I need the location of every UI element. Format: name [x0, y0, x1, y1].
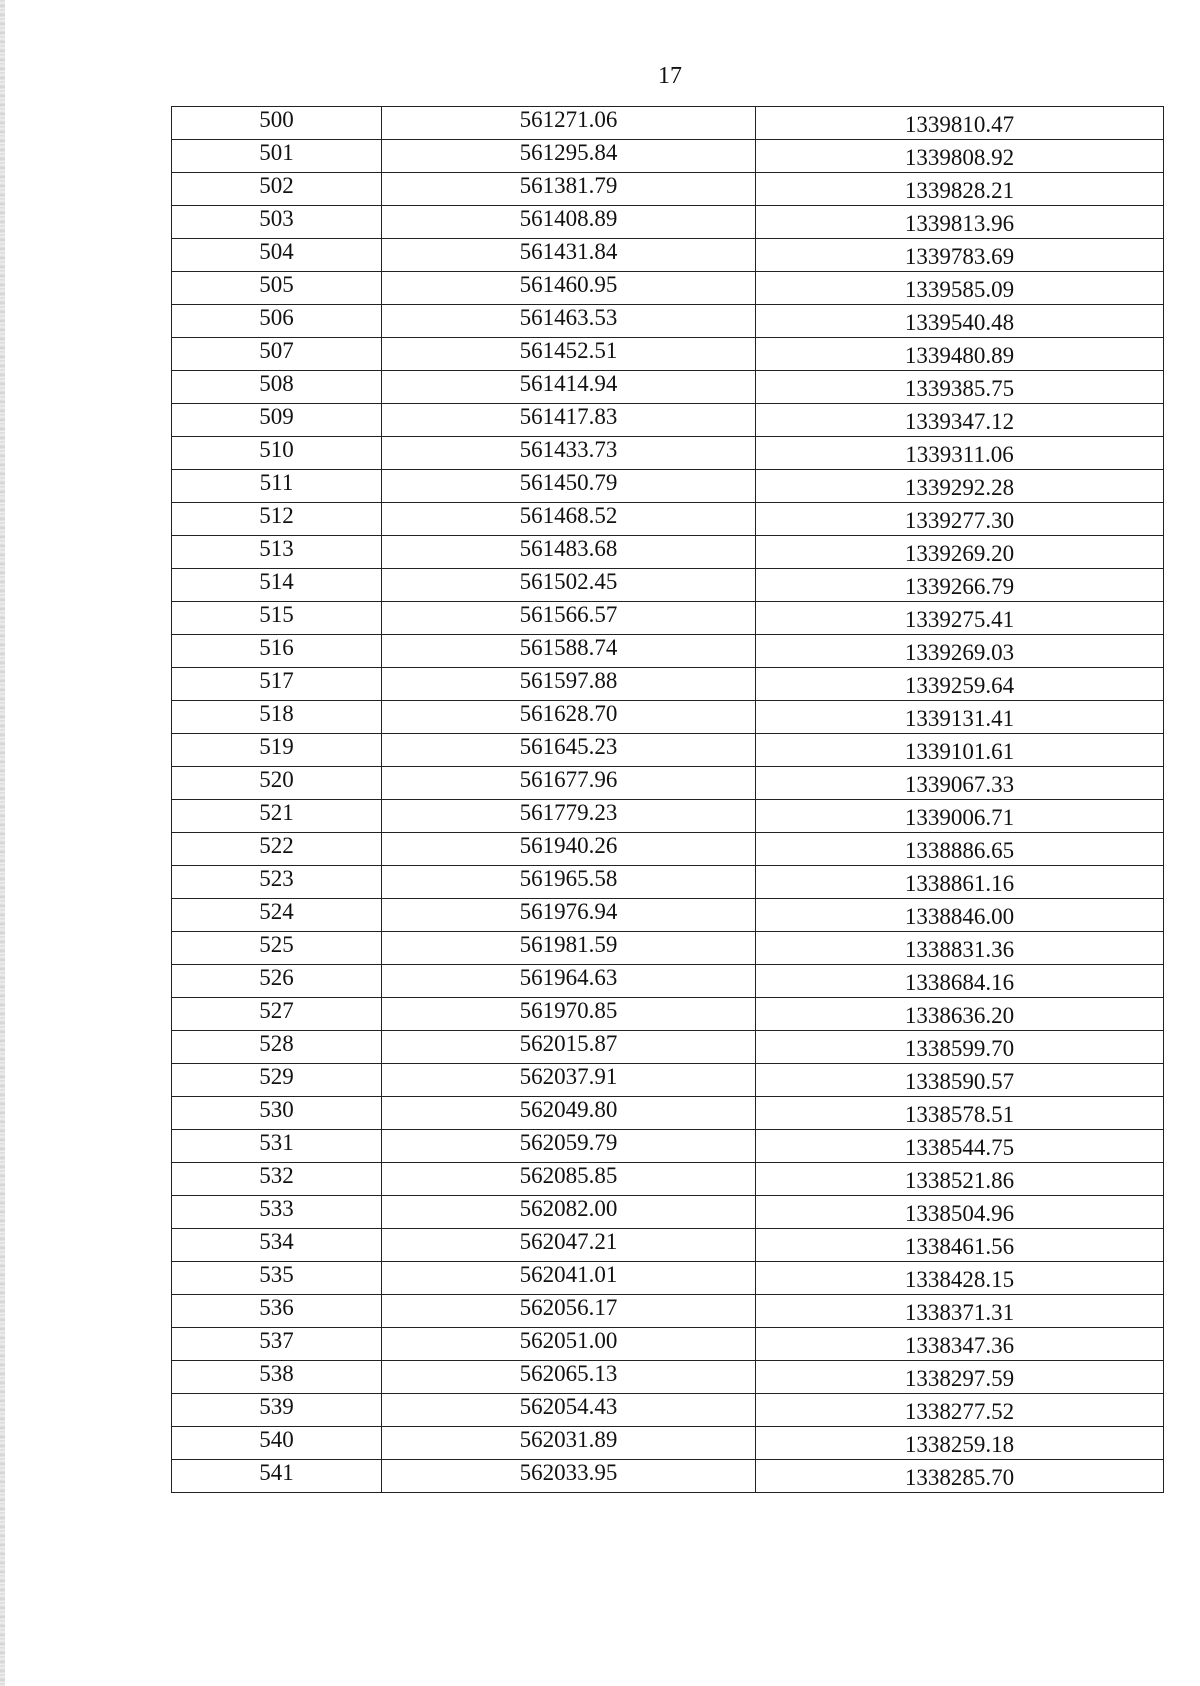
point-number-cell: 517	[172, 668, 382, 701]
y-coordinate-cell	[756, 701, 1164, 734]
table-row	[172, 1328, 1164, 1361]
table-row	[172, 668, 1164, 701]
x-coordinate-cell	[382, 503, 756, 536]
page-number: 17	[658, 63, 682, 89]
table-row	[172, 305, 1164, 338]
y-coordinate-cell	[756, 668, 1164, 701]
y-coordinate-value: 1339277.30	[904, 508, 1015, 533]
x-coordinate-value: 561468.52	[519, 503, 618, 528]
x-coordinate-value: 561976.94	[519, 899, 618, 924]
x-coordinate-cell	[382, 371, 756, 404]
x-coordinate-value: 562047.21	[519, 1229, 618, 1254]
y-coordinate-cell	[756, 569, 1164, 602]
y-coordinate-value: 1339813.96	[904, 211, 1015, 236]
point-number-cell: 539	[172, 1394, 382, 1427]
point-number-cell: 522	[172, 833, 382, 866]
x-coordinate-value: 562056.17	[519, 1295, 618, 1320]
point-number-cell: 533	[172, 1196, 382, 1229]
y-coordinate-cell	[756, 470, 1164, 503]
x-coordinate-value: 561677.96	[519, 767, 618, 792]
x-coordinate-value: 562015.87	[519, 1031, 618, 1056]
x-coordinate-cell	[382, 1097, 756, 1130]
y-coordinate-value: 1339828.21	[904, 178, 1015, 203]
y-coordinate-value: 1338861.16	[904, 871, 1015, 896]
point-number-cell: 505	[172, 272, 382, 305]
table-row	[172, 503, 1164, 536]
y-coordinate-value: 1338461.56	[904, 1234, 1015, 1259]
scan-edge	[0, 0, 5, 1686]
x-coordinate-value: 561970.85	[519, 998, 618, 1023]
x-coordinate-cell	[382, 833, 756, 866]
y-coordinate-value: 1339480.89	[904, 343, 1015, 368]
table-row	[172, 1031, 1164, 1064]
x-coordinate-value: 561460.95	[519, 272, 618, 297]
y-coordinate-cell	[756, 1097, 1164, 1130]
y-coordinate-value: 1339101.61	[904, 739, 1015, 764]
x-coordinate-value: 561452.51	[519, 338, 618, 363]
x-coordinate-cell	[382, 734, 756, 767]
table-row	[172, 206, 1164, 239]
x-coordinate-value: 561981.59	[519, 932, 618, 957]
x-coordinate-value: 561463.53	[519, 305, 618, 330]
x-coordinate-cell	[382, 1196, 756, 1229]
x-coordinate-value: 561645.23	[519, 734, 618, 759]
point-number-cell: 506	[172, 305, 382, 338]
x-coordinate-cell	[382, 305, 756, 338]
table-row	[172, 932, 1164, 965]
x-coordinate-value: 562054.43	[519, 1394, 618, 1419]
x-coordinate-value: 561483.68	[519, 536, 618, 561]
y-coordinate-value: 1339269.03	[904, 640, 1015, 665]
x-coordinate-cell	[382, 767, 756, 800]
y-coordinate-value: 1339292.28	[904, 475, 1015, 500]
x-coordinate-cell	[382, 899, 756, 932]
point-number-cell: 515	[172, 602, 382, 635]
x-coordinate-cell	[382, 1394, 756, 1427]
x-coordinate-value: 561597.88	[519, 668, 618, 693]
x-coordinate-cell	[382, 701, 756, 734]
x-coordinate-value: 561965.58	[519, 866, 618, 891]
y-coordinate-cell	[756, 1295, 1164, 1328]
y-coordinate-cell	[756, 800, 1164, 833]
table-row	[172, 536, 1164, 569]
y-coordinate-cell	[756, 536, 1164, 569]
x-coordinate-cell	[382, 569, 756, 602]
y-coordinate-value: 1338886.65	[904, 838, 1015, 863]
y-coordinate-cell	[756, 1394, 1164, 1427]
table-row	[172, 470, 1164, 503]
y-coordinate-cell	[756, 734, 1164, 767]
table-row	[172, 701, 1164, 734]
x-coordinate-value: 561295.84	[519, 140, 618, 165]
x-coordinate-cell	[382, 1262, 756, 1295]
y-coordinate-cell	[756, 1229, 1164, 1262]
table-row	[172, 1064, 1164, 1097]
x-coordinate-cell	[382, 1361, 756, 1394]
y-coordinate-cell	[756, 1163, 1164, 1196]
table-row	[172, 1295, 1164, 1328]
x-coordinate-cell	[382, 602, 756, 635]
y-coordinate-value: 1338846.00	[904, 904, 1015, 929]
y-coordinate-cell	[756, 1130, 1164, 1163]
point-number-cell: 535	[172, 1262, 382, 1295]
y-coordinate-cell	[756, 206, 1164, 239]
y-coordinate-value: 1338347.36	[904, 1333, 1015, 1358]
x-coordinate-cell	[382, 404, 756, 437]
point-number-cell: 520	[172, 767, 382, 800]
table-row	[172, 272, 1164, 305]
table-row	[172, 1196, 1164, 1229]
y-coordinate-cell	[756, 173, 1164, 206]
x-coordinate-cell	[382, 1460, 756, 1493]
x-coordinate-cell	[382, 668, 756, 701]
y-coordinate-value: 1338544.75	[904, 1135, 1015, 1160]
x-coordinate-cell	[382, 173, 756, 206]
x-coordinate-value: 561450.79	[519, 470, 618, 495]
x-coordinate-cell	[382, 140, 756, 173]
table-row	[172, 1130, 1164, 1163]
y-coordinate-cell	[756, 1460, 1164, 1493]
x-coordinate-value: 561408.89	[519, 206, 618, 231]
point-number-cell: 538	[172, 1361, 382, 1394]
y-coordinate-value: 1338590.57	[904, 1069, 1015, 1094]
point-number-cell: 536	[172, 1295, 382, 1328]
y-coordinate-cell	[756, 965, 1164, 998]
coordinates-table-body	[172, 107, 1164, 1493]
x-coordinate-value: 562037.91	[519, 1064, 618, 1089]
y-coordinate-value: 1338578.51	[904, 1102, 1015, 1127]
x-coordinate-value: 562041.01	[519, 1262, 618, 1287]
y-coordinate-cell	[756, 338, 1164, 371]
point-number-cell: 509	[172, 404, 382, 437]
x-coordinate-value: 562065.13	[519, 1361, 618, 1386]
x-coordinate-cell	[382, 866, 756, 899]
y-coordinate-value: 1339266.79	[904, 574, 1015, 599]
y-coordinate-value: 1338504.96	[904, 1201, 1015, 1226]
table-row	[172, 1361, 1164, 1394]
x-coordinate-value: 562082.00	[519, 1196, 618, 1221]
y-coordinate-value: 1338636.20	[904, 1003, 1015, 1028]
y-coordinate-value: 1339269.20	[904, 541, 1015, 566]
point-number-cell: 514	[172, 569, 382, 602]
x-coordinate-value: 561271.06	[519, 107, 618, 132]
y-coordinate-cell	[756, 899, 1164, 932]
x-coordinate-cell	[382, 1229, 756, 1262]
x-coordinate-cell	[382, 1328, 756, 1361]
y-coordinate-cell	[756, 371, 1164, 404]
y-coordinate-cell	[756, 1427, 1164, 1460]
table-row	[172, 1229, 1164, 1262]
point-number-cell: 500	[172, 107, 382, 140]
x-coordinate-value: 561417.83	[519, 404, 618, 429]
point-number-cell: 511	[172, 470, 382, 503]
y-coordinate-cell	[756, 866, 1164, 899]
x-coordinate-value: 562033.95	[519, 1460, 618, 1485]
x-coordinate-cell	[382, 206, 756, 239]
y-coordinate-cell	[756, 1196, 1164, 1229]
point-number-cell: 523	[172, 866, 382, 899]
y-coordinate-value: 1338684.16	[904, 970, 1015, 995]
point-number-cell: 519	[172, 734, 382, 767]
y-coordinate-cell	[756, 140, 1164, 173]
table-row	[172, 734, 1164, 767]
point-number-cell: 527	[172, 998, 382, 1031]
y-coordinate-value: 1338599.70	[904, 1036, 1015, 1061]
x-coordinate-cell	[382, 272, 756, 305]
x-coordinate-value: 562085.85	[519, 1163, 618, 1188]
y-coordinate-cell	[756, 239, 1164, 272]
y-coordinate-value: 1339311.06	[905, 442, 1014, 467]
point-number-cell: 532	[172, 1163, 382, 1196]
x-coordinate-value: 561433.73	[519, 437, 618, 462]
y-coordinate-cell	[756, 1064, 1164, 1097]
point-number-cell: 501	[172, 140, 382, 173]
table-row	[172, 1427, 1164, 1460]
y-coordinate-value: 1338259.18	[904, 1432, 1015, 1457]
point-number-cell: 502	[172, 173, 382, 206]
y-coordinate-value: 1338521.86	[904, 1168, 1015, 1193]
point-number-cell: 534	[172, 1229, 382, 1262]
y-coordinate-value: 1339385.75	[904, 376, 1015, 401]
x-coordinate-cell	[382, 1295, 756, 1328]
table-row	[172, 899, 1164, 932]
point-number-cell: 503	[172, 206, 382, 239]
y-coordinate-value: 1339810.47	[904, 112, 1015, 137]
y-coordinate-cell	[756, 1361, 1164, 1394]
point-number-cell: 512	[172, 503, 382, 536]
table-row	[172, 1097, 1164, 1130]
table-row	[172, 800, 1164, 833]
y-coordinate-value: 1339585.09	[904, 277, 1015, 302]
y-coordinate-value: 1338277.52	[904, 1399, 1015, 1424]
x-coordinate-cell	[382, 239, 756, 272]
x-coordinate-cell	[382, 635, 756, 668]
y-coordinate-value: 1338428.15	[904, 1267, 1015, 1292]
x-coordinate-cell	[382, 536, 756, 569]
table-row	[172, 1163, 1164, 1196]
point-number-cell: 540	[172, 1427, 382, 1460]
x-coordinate-cell	[382, 965, 756, 998]
y-coordinate-value: 1338831.36	[904, 937, 1015, 962]
x-coordinate-cell	[382, 1427, 756, 1460]
x-coordinate-value: 561566.57	[519, 602, 618, 627]
point-number-cell: 531	[172, 1130, 382, 1163]
table-row	[172, 635, 1164, 668]
y-coordinate-value: 1339259.64	[904, 673, 1015, 698]
table-row	[172, 140, 1164, 173]
table-row	[172, 965, 1164, 998]
y-coordinate-cell	[756, 1328, 1164, 1361]
y-coordinate-cell	[756, 635, 1164, 668]
table-row	[172, 371, 1164, 404]
point-number-cell: 510	[172, 437, 382, 470]
y-coordinate-cell	[756, 833, 1164, 866]
y-coordinate-value: 1339131.41	[904, 706, 1015, 731]
y-coordinate-cell	[756, 1031, 1164, 1064]
table-row	[172, 998, 1164, 1031]
x-coordinate-value: 561414.94	[519, 371, 618, 396]
point-number-cell: 518	[172, 701, 382, 734]
point-number-cell: 507	[172, 338, 382, 371]
table-row	[172, 1460, 1164, 1493]
y-coordinate-value: 1339275.41	[904, 607, 1015, 632]
table-row	[172, 569, 1164, 602]
table-row	[172, 239, 1164, 272]
point-number-cell: 525	[172, 932, 382, 965]
point-number-cell: 513	[172, 536, 382, 569]
y-coordinate-cell	[756, 437, 1164, 470]
y-coordinate-value: 1339006.71	[904, 805, 1015, 830]
y-coordinate-cell	[756, 767, 1164, 800]
x-coordinate-value: 561964.63	[519, 965, 618, 990]
x-coordinate-cell	[382, 998, 756, 1031]
x-coordinate-cell	[382, 338, 756, 371]
x-coordinate-cell	[382, 437, 756, 470]
x-coordinate-value: 561588.74	[519, 635, 618, 660]
y-coordinate-cell	[756, 272, 1164, 305]
y-coordinate-cell	[756, 998, 1164, 1031]
y-coordinate-value: 1338297.59	[904, 1366, 1015, 1391]
table-row	[172, 173, 1164, 206]
y-coordinate-cell	[756, 305, 1164, 338]
table-row	[172, 767, 1164, 800]
y-coordinate-value: 1339347.12	[904, 409, 1015, 434]
y-coordinate-cell	[756, 932, 1164, 965]
x-coordinate-cell	[382, 1064, 756, 1097]
point-number-cell: 521	[172, 800, 382, 833]
table-row	[172, 602, 1164, 635]
table-row	[172, 833, 1164, 866]
table-row	[172, 866, 1164, 899]
x-coordinate-value: 561628.70	[519, 701, 618, 726]
x-coordinate-cell	[382, 107, 756, 140]
x-coordinate-cell	[382, 1163, 756, 1196]
x-coordinate-value: 561381.79	[519, 173, 618, 198]
point-number-cell: 541	[172, 1460, 382, 1493]
x-coordinate-value: 562051.00	[519, 1328, 618, 1353]
y-coordinate-cell	[756, 1262, 1164, 1295]
x-coordinate-cell	[382, 1031, 756, 1064]
table-row	[172, 107, 1164, 140]
point-number-cell: 537	[172, 1328, 382, 1361]
y-coordinate-value: 1338285.70	[904, 1465, 1015, 1490]
table-row	[172, 338, 1164, 371]
point-number-cell: 530	[172, 1097, 382, 1130]
point-number-cell: 524	[172, 899, 382, 932]
point-number-cell: 526	[172, 965, 382, 998]
table-row	[172, 404, 1164, 437]
y-coordinate-cell	[756, 404, 1164, 437]
y-coordinate-value: 1339067.33	[904, 772, 1015, 797]
y-coordinate-value: 1339808.92	[904, 145, 1015, 170]
y-coordinate-value: 1339540.48	[904, 310, 1015, 335]
table-row	[172, 437, 1164, 470]
point-number-cell: 528	[172, 1031, 382, 1064]
x-coordinate-value: 561779.23	[519, 800, 618, 825]
x-coordinate-value: 562031.89	[519, 1427, 618, 1452]
x-coordinate-value: 561431.84	[519, 239, 618, 264]
x-coordinate-value: 561502.45	[519, 569, 618, 594]
x-coordinate-value: 561940.26	[519, 833, 618, 858]
table-row	[172, 1394, 1164, 1427]
point-number-cell: 504	[172, 239, 382, 272]
coordinates-table	[171, 106, 1164, 1493]
x-coordinate-cell	[382, 932, 756, 965]
point-number-cell: 529	[172, 1064, 382, 1097]
y-coordinate-cell	[756, 602, 1164, 635]
y-coordinate-value: 1338371.31	[904, 1300, 1015, 1325]
x-coordinate-cell	[382, 470, 756, 503]
y-coordinate-cell	[756, 503, 1164, 536]
x-coordinate-value: 562049.80	[519, 1097, 618, 1122]
y-coordinate-cell	[756, 107, 1164, 140]
x-coordinate-value: 562059.79	[519, 1130, 618, 1155]
point-number-cell: 516	[172, 635, 382, 668]
point-number-cell: 508	[172, 371, 382, 404]
table-row	[172, 1262, 1164, 1295]
x-coordinate-cell	[382, 800, 756, 833]
y-coordinate-value: 1339783.69	[904, 244, 1015, 269]
x-coordinate-cell	[382, 1130, 756, 1163]
